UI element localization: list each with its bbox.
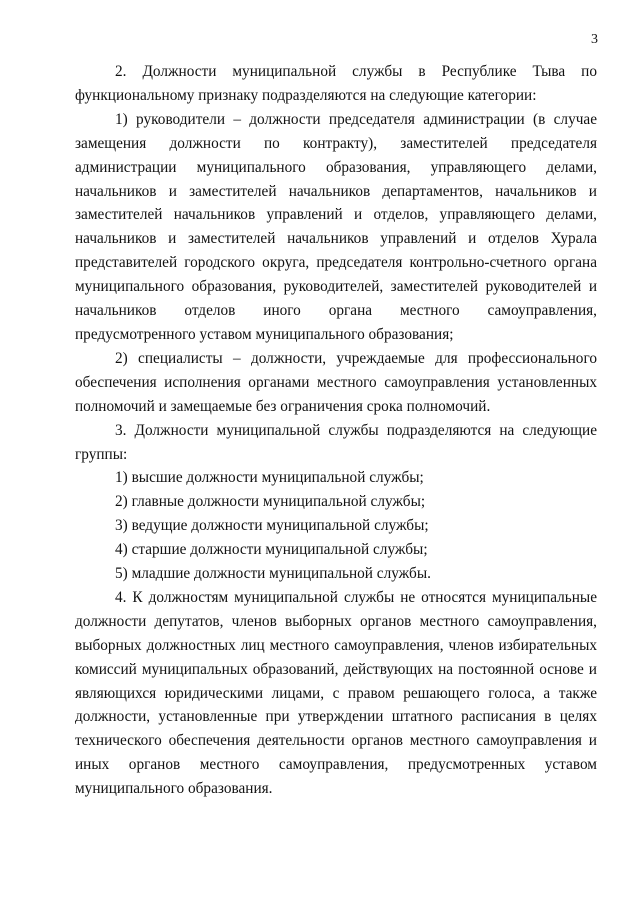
page-number: 3 <box>591 32 598 47</box>
paragraph-category-heads: 1) руководители – должности председателя администрации (в случае замещения должности по контракту), заместителей председателя администрации муниципального образования, управляющего делами, начальников и заместителей начальников департаментов, начальников и заместителей начальников управлений и отделов, управляющего делами, начальников и заместителей начальников управлений и отделов Хурала представителей городского округа, председателя контрольно-счетного органа муниципального образования, руководителей, заместителей руководителей и начальников отделов иного органа местного самоуправления, предусмотренного уставом муниципального образования; <box>75 110 597 343</box>
group-item-junior: 5) младшие должности муниципальной службы. <box>115 565 431 583</box>
group-item-highest: 1) высшие должности муниципальной службы; <box>115 469 424 487</box>
group-item-leading: 3) ведущие должности муниципальной службы; <box>115 517 429 535</box>
paragraph-3-intro: 3. Должности муниципальной службы подразделяются на следующие группы: <box>75 421 597 463</box>
paragraph-category-specialists: 2) специалисты – должности, учреждаемые для профессионального обеспечения исполнения органами местного самоуправления установленных полномочий и замещаемые без ограничения срока полномочий. <box>75 349 597 415</box>
document-body <box>75 60 597 801</box>
group-item-senior: 4) старшие должности муниципальной службы; <box>115 541 428 559</box>
group-item-main: 2) главные должности муниципальной службы; <box>115 493 426 511</box>
paragraph-2-intro: 2. Должности муниципальной службы в Республике Тыва по функциональному признаку подразделяются на следующие категории: <box>75 63 597 104</box>
paragraph-4: 4. К должностям муниципальной службы не относятся муниципальные должности депутатов, членов выборных органов местного самоуправления, выборных должностных лиц местного самоуправления, членов избирательных комиссий муниципальных образований, действующих на постоянной основе и являющихся юридическими лицами, с правом решающего голоса, а также должности, установленные при утверждении штатного расписания в целях технического обеспечения деятельности органов местного самоуправления и иных органов местного самоуправления, предусмотренных уставом муниципального образования. <box>75 588 597 798</box>
